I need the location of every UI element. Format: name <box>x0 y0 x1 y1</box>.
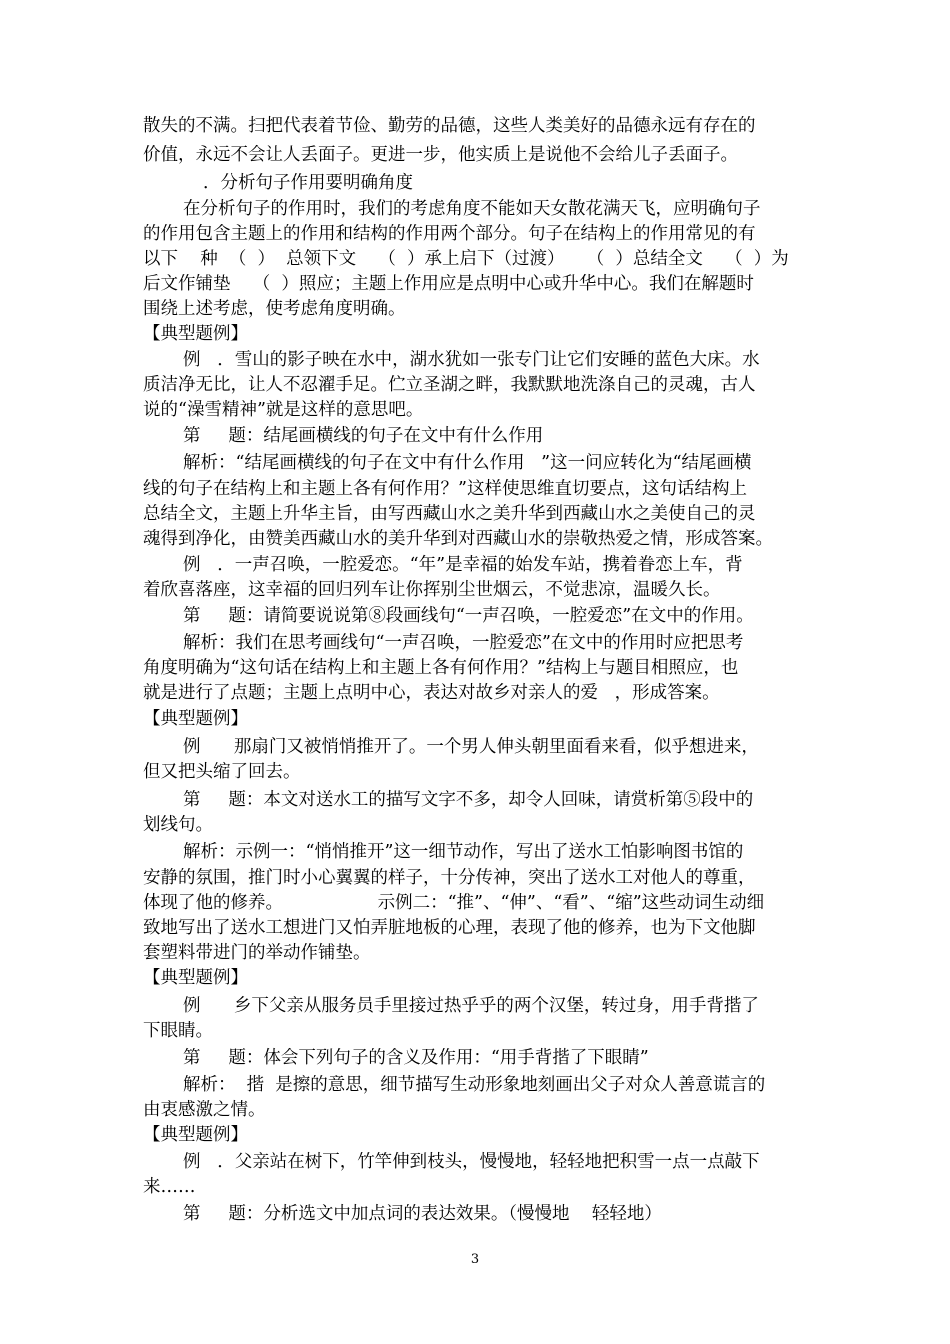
question-line: 第 题：结尾画横线的句子在文中有什么作用 <box>183 426 544 446</box>
text-line: 着欣喜落座，这幸福的回归列车让你挥别尘世烟云，不觉悲凉，温暖久长。 <box>143 580 721 600</box>
text-line: 魂得到净化，由赞美西藏山水的美升华到对西藏山水的崇敬热爱之情，形成答案。 <box>143 529 773 549</box>
text-line: 由衷感激之情。 <box>143 1100 266 1120</box>
text-line: 围绕上述考虑，使考虑角度明确。 <box>143 299 406 319</box>
example-heading: 【典型题例】 <box>143 1125 248 1145</box>
text-line: 但又把头缩了回去。 <box>143 762 301 782</box>
example-heading: 【典型题例】 <box>143 324 248 344</box>
text-line: 例 乡下父亲从服务员手里接过热乎乎的两个汉堡，转过身，用手背揩了 <box>183 996 759 1016</box>
example-heading: 【典型题例】 <box>143 968 248 988</box>
text-line: 例 ．父亲站在树下，竹竿伸到枝头，慢慢地，轻轻地把积雪一点一点敲下 <box>183 1152 760 1172</box>
text-line: 例 ．雪山的影子映在水中，湖水犹如一张专门让它们安睡的蓝色大床。水 <box>183 350 760 370</box>
text-line: 就是进行了点题；主题上点明中心，表达对故乡对亲人的爱 ，形成答案。 <box>143 683 720 703</box>
text-line: 安静的氛围，推门时小心翼翼的样子，十分传神，突出了送水工对他人的尊重， <box>143 868 756 888</box>
text-line: 散失的不满。扫把代表着节俭、勤劳的品德，这些人类美好的品德永远有存在的 <box>143 116 756 136</box>
text-line: 套塑料带进门的举动作铺垫。 <box>143 943 371 963</box>
question-line: 第 题：请简要说说第⑧段画线句“一声召唤，一腔爱恋”在文中的作用。 <box>183 606 754 626</box>
text-line: 以下 种 （ ） 总领下文 （ ）承上启下（过渡） （ ）总结全文 （ ）为 <box>143 249 789 269</box>
text-line: 总结全文，主题上升华主旨，由写西藏山水之美升华到西藏山水之美使自己的灵 <box>143 504 756 524</box>
text-line: 下眼睛。 <box>143 1021 213 1041</box>
text-line: 在分析句子的作用时，我们的考虑角度不能如天女散花满天飞，应明确句子 <box>183 199 761 219</box>
section-heading: ．分析句子作用要明确角度 <box>203 173 413 193</box>
text-line: 的作用包含主题上的作用和结构的作用两个部分。句子在结构上的作用常见的有 <box>143 224 756 244</box>
text-line: 质洁净无比，让人不忍濯手足。伫立圣湖之畔，我默默地洗涤自己的灵魂，古人 <box>143 375 756 395</box>
text-line: 例 ．一声召唤，一腔爱恋。“年”是幸福的始发车站，携着眷恋上车，背 <box>183 555 743 575</box>
page-number: 3 <box>470 1252 480 1267</box>
analysis-line: 解析：示例一：“悄悄推开”这一细节动作，写出了送水工怕影响图书馆的 <box>183 842 744 862</box>
analysis-line: 解析： 揩 是擦的意思，细节描写生动形象地刻画出父子对众人善意谎言的 <box>183 1075 766 1095</box>
text-line: 线的句子在结构上和主题上各有何作用？”这样使思维直切要点，这句话结构上 <box>143 479 747 499</box>
text-line: 体现了他的修养。 示例二：“推”、“伸”、“看”、“缩”这些动词生动细 <box>143 893 765 913</box>
text-line: 例 那扇门又被悄悄推开了。一个男人伸头朝里面看来看，似乎想进来， <box>183 737 759 757</box>
analysis-line: 解析：我们在思考画线句“一声召唤，一腔爱恋”在文中的作用时应把思考 <box>183 633 744 653</box>
text-line: 角度明确为“这句话在结构上和主题上各有何作用？”结构上与题目相照应，也 <box>143 658 739 678</box>
text-line: 来…… <box>143 1177 196 1197</box>
analysis-line: 解析：“结尾画横线的句子在文中有什么作用 ”这一问应转化为“结尾画横 <box>183 453 752 473</box>
text-line: 说的“澡雪精神”就是这样的意思吧。 <box>143 400 424 420</box>
question-line: 第 题：分析选文中加点词的表达效果。（慢慢地 轻轻地） <box>183 1204 662 1224</box>
text-line: 后文作铺垫 （ ）照应；主题上作用应是点明中心或升华中心。我们在解题时 <box>143 274 754 294</box>
text-line: 划线句。 <box>143 815 213 835</box>
text-line: 价值，永远不会让人丢面子。更进一步，他实质上是说他不会给儿子丢面子。 <box>143 145 738 165</box>
text-line: 致地写出了送水工想进门又怕弄脏地板的心理，表现了他的修养，也为下文他脚 <box>143 918 756 938</box>
question-line: 第 题：本文对送水工的描写文字不多，却令人回味，请赏析第⑤段中的 <box>183 790 754 810</box>
example-heading: 【典型题例】 <box>143 709 248 729</box>
question-line: 第 题：体会下列句子的含义及作用：“用手背揩了下眼睛” <box>183 1048 649 1068</box>
